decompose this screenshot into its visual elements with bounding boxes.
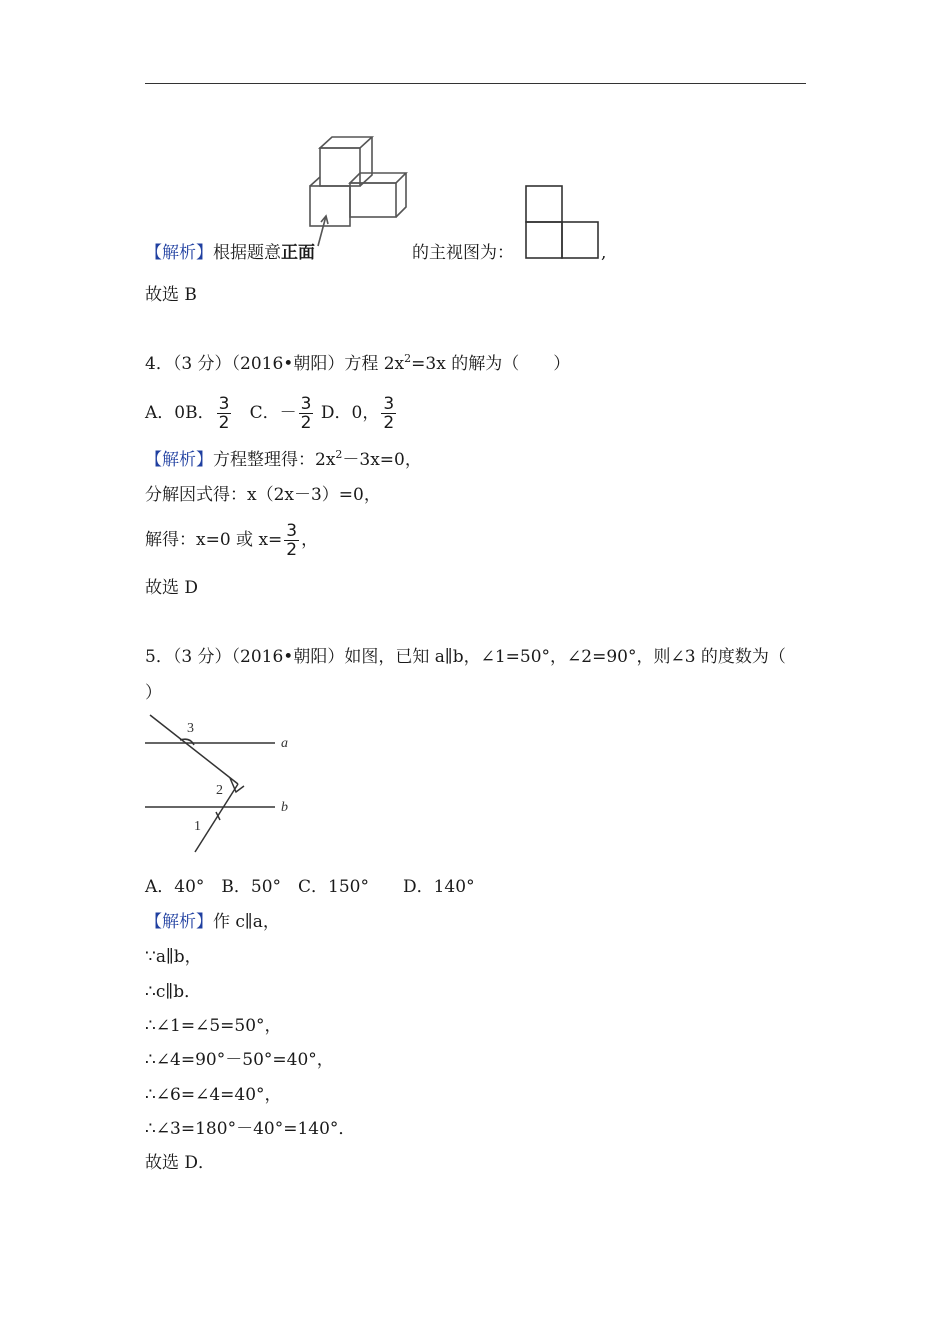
q5-options: A．40° B．50° C．150° D．140° [145,877,475,897]
svg-text:2: 2 [216,783,223,798]
q5-answer: 故选 D． [145,1153,216,1173]
analysis-label: 【解析】 [145,243,213,263]
q5-step: ∴∠4=90°－50°=40°， [145,1050,334,1070]
q5-step: ∴c∥b． [145,982,202,1002]
svg-text:a: a [281,736,288,751]
front-view-figure [525,185,605,260]
q5-analysis-0: 【解析】作 c∥a， [145,912,280,932]
analysis-text-2: 的主视图为： [412,243,514,263]
fraction: $\frac{3}{2}$ [218,394,230,433]
fraction: $\frac{3}{2}$ [300,394,312,433]
q5-step: ∴∠3=180°－40°=140°． [145,1119,356,1139]
svg-text:b: b [281,800,288,815]
q3-answer: 故选 B [145,285,197,305]
q4-question: 4．（3 分）（2016•朝阳）方程 $2x^2=3x$ 的解为（ ） [145,352,571,374]
q4-analysis-1: 【解析】方程整理得：$2x^2-3x=0$， [145,448,422,470]
q4-options [145,393,398,433]
q4-analysis-2: 分解因式得：x（2x－3）=0， [145,485,381,505]
option-d: D．0， [320,403,380,423]
svg-text:3: 3 [187,721,194,736]
q5-question-line1: 5．（3 分）（2016•朝阳）如图，已知 a∥b，∠1=50°，∠2=90°，则∠3 的度数为（ [145,647,786,667]
option-a: A．0 [145,403,186,423]
comma: , [601,243,607,263]
option-c: C．－ [249,403,297,423]
q4-answer: 故选 D [145,578,199,598]
analysis-text: 根据题意 [213,243,281,263]
parallel-lines-figure [140,710,310,855]
q5-step: ∴∠1=∠5=50°， [145,1016,282,1036]
fraction: $\frac{3}{2}$ [286,521,298,560]
q5-question-line2: ） [145,683,162,703]
q5-step: ∴∠6=∠4=40°， [145,1085,282,1105]
header-rule [145,83,806,84]
q5-step: ∵a∥b， [145,947,202,967]
fraction: $\frac{3}{2}$ [383,394,395,433]
svg-text:1: 1 [194,819,201,834]
q4-analysis-3: 解得：x=0 或 x= $\frac{3}{2}$ ， [145,521,319,560]
option-b: B． [185,403,215,423]
front-label: 正面 [281,243,315,262]
